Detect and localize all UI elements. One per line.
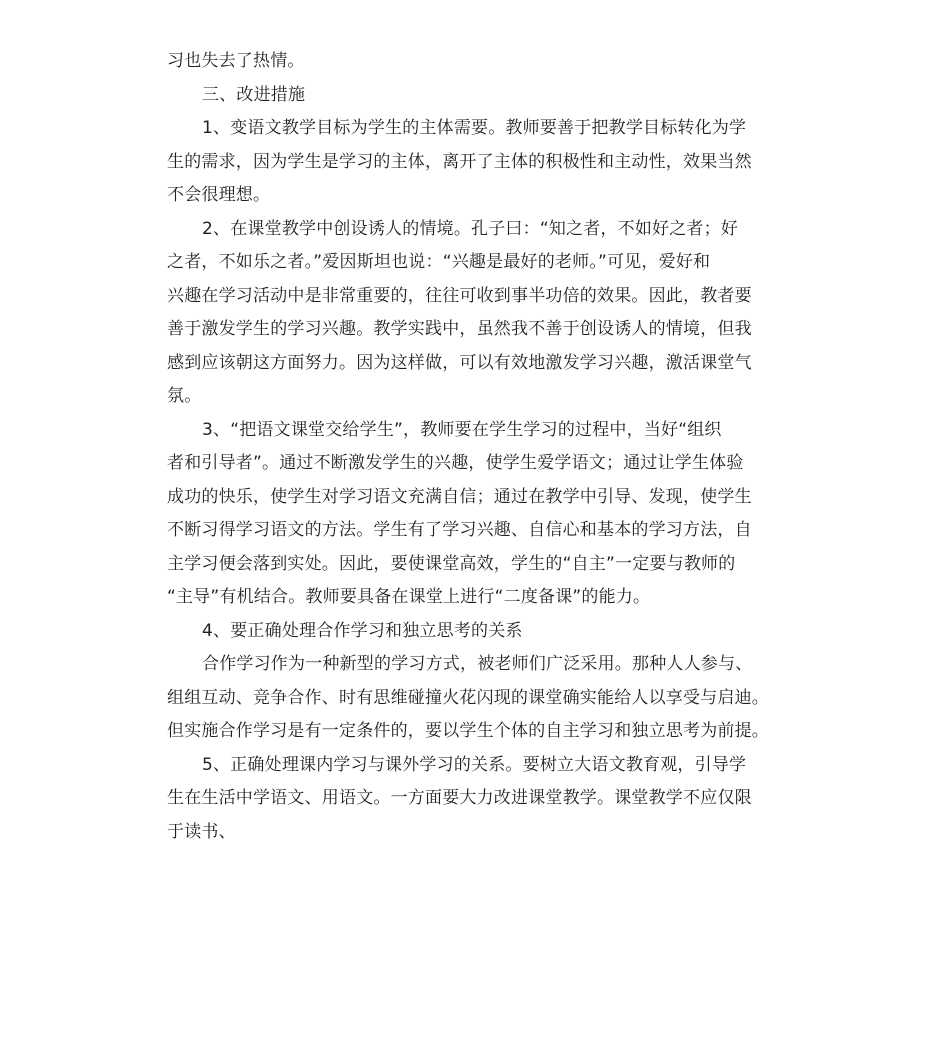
text-line: 生的需求，因为学生是学习的主体，离开了主体的积极性和主动性，效果当然 [167,152,752,172]
text-line: “主导”有机结合。教师要具备在课堂上进行“二度备课”的能力。 [167,587,651,607]
text-line: 氛。 [167,386,202,406]
text-line: 1、变语文教学目标为学生的主体需要。教师要善于把教学目标转化为学 [202,118,747,138]
text-line: 2、在课堂教学中创设诱人的情境。孔子曰：“知之者，不如好之者；好 [202,219,739,239]
text-line: 组组互动、竞争合作、时有思维碰撞火花闪现的课堂确实能给人以享受与启迪。 [167,688,769,708]
text-line: 善于激发学生的学习兴趣。教学实践中，虽然我不善于创设诱人的情境，但我 [167,319,752,339]
text-line: 4、要正确处理合作学习和独立思考的关系 [202,621,523,641]
text-line: 生在生活中学语文、用语文。一方面要大力改进课堂教学。课堂教学不应仅限 [167,788,752,808]
text-line: 但实施合作学习是有一定条件的，要以学生个体的自主学习和独立思考为前提。 [167,721,769,741]
text-line: 者和引导者”。通过不断激发学生的兴趣，使学生爱学语文；通过让学生体验 [167,453,744,473]
text-line: 合作学习作为一种新型的学习方式，被老师们广泛采用。那种人人参与、 [202,654,753,674]
text-line: 不断习得学习语文的方法。学生有了学习兴趣、自信心和基本的学习方法，自 [167,520,752,540]
text-line: 之者，不如乐之者。”爱因斯坦也说：“兴趣是最好的老师。”可见，爱好和 [167,252,711,272]
text-line: 成功的快乐，使学生对学习语文充满自信；通过在教学中引导、发现，使学生 [167,487,752,507]
text-line: 不会很理想。 [167,185,271,205]
text-line: 3、“把语文课堂交给学生”，教师要在学生学习的过程中，当好“组织 [202,420,722,440]
text-line: 于读书、 [167,822,236,842]
text-line: 5、正确处理课内学习与课外学习的关系。要树立大语文教育观，引导学 [202,755,747,775]
text-line: 兴趣在学习活动中是非常重要的，往往可收到事半功倍的效果。因此，教者要 [167,286,752,306]
section-heading: 三、改进措施 [202,85,306,105]
text-line: 感到应该朝这方面努力。因为这样做，可以有效地激发学习兴趣，激活课堂气 [167,353,752,373]
text-line: 习也失去了热情。 [167,51,305,71]
text-line: 主学习便会落到实处。因此，要使课堂高效，学生的“自主”一定要与教师的 [167,554,736,574]
